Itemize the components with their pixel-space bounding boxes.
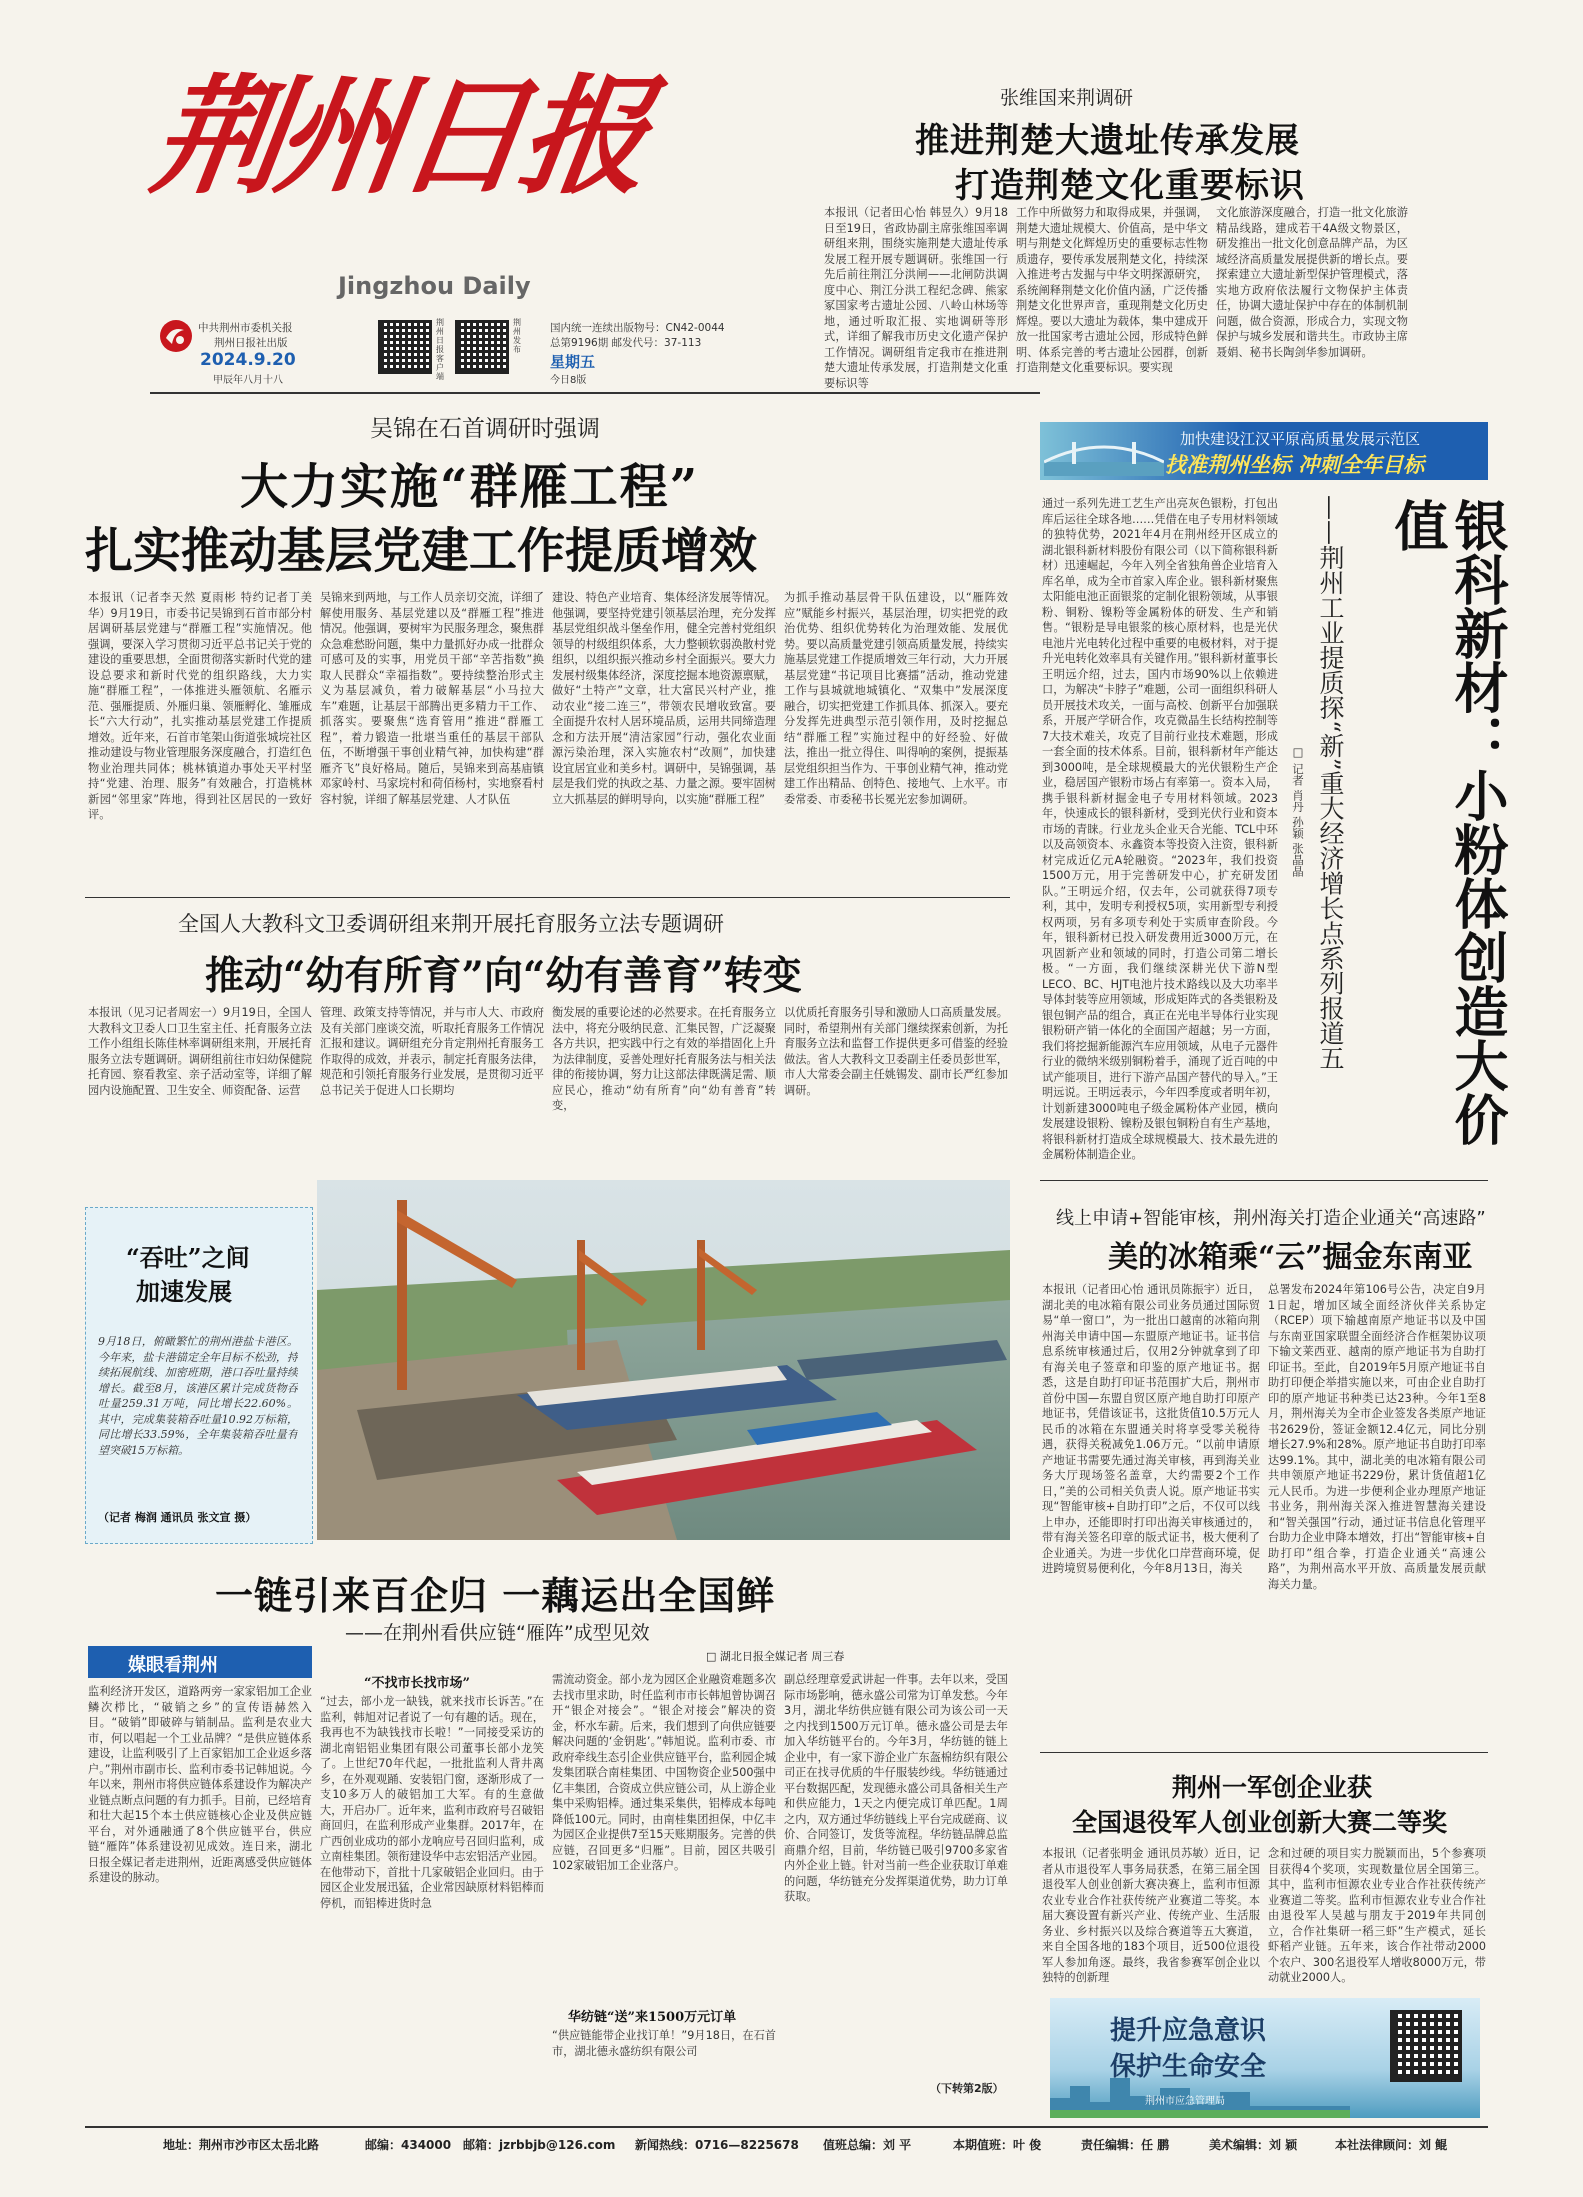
qr-label-wechat: 荆州发布	[513, 318, 521, 354]
top-story-title-1: 推进荆楚大遗址传承发展	[915, 121, 1300, 161]
port-photo-image	[317, 1180, 1010, 1540]
page-count: 今日8版	[550, 375, 587, 386]
photo-box-title-2: 加速发展	[136, 1277, 232, 1306]
veteran-title-1: 荆州一军创企业获	[1172, 1773, 1373, 1802]
lead-story-col-4: 为抓手推动基层骨干队伍建设，以“雁阵效应”赋能乡村振兴，基层治理，切实把党的政治优势、组织优势转化为治理效能、发展优势。要以高质量党建引领高质量发展，持续实施基层党建工作提质增效三年行动，大力开展基层党建“书记项目比赛擂”活动，推动党建工作与县城就地城镇化、“双集中”发展深度融合，切实把党建工作抓具体、抓深入。要充分发挥先进典型示范引领作用，及时挖掘总结“群雁工程”实施过程中的好经验、好做法，推出一批立得住、叫得响的案例，提振基层党组织担当作为、干事创业精气神，推动党建工作出精品、创特色、接地气、上水平。市委常委、市委秘书长冕光宏参加调研。	[784, 591, 1008, 806]
supply-chain-title: 一链引来百企归 一藕运出全国鲜	[215, 1573, 776, 1618]
childcare-col-4: 以优质托育服务引导和激励人口高质量发展。同时，希望荆州有关部门继续探索创新，为托育服务立法和监督工作提供更多可借鉴的经验做法。省人大教科文卫委副主任委员彭世军，市人大常委会副主任姚锡发、副市长严红参加调研。	[784, 1006, 1008, 1097]
childcare-col-3: 衡发展的重要论述的必然要求。在托育服务立法中，将充分吸纳民意、汇集民智，广泛凝聚各方共识，把实践中行之有效的举措固化上升为法律制度，妥善处理好托育服务法与相关法律的衔接协调，努力让这部法律既满足需、顺应民心，推动“幼有所育”向“幼有善育”转变，	[552, 1006, 776, 1112]
childcare-kicker: 全国人大教科文卫委调研组来荆开展托育服务立法专题调研	[178, 912, 724, 936]
top-story-title-2: 打造荆楚文化重要标识	[955, 166, 1305, 206]
cn-number: 国内统一连续出版物号：CN42-0044	[550, 322, 725, 334]
footer-address: 地址：荆州市沙市区太岳北路	[163, 2138, 320, 2152]
top-story-kicker: 张维国来荆调研	[1000, 87, 1134, 109]
sponsor-line-1: 中共荆州市委机关报	[198, 322, 293, 334]
banner-line-1: 加快建设江汉平原高质量发展示范区	[1180, 430, 1421, 448]
customs-kicker: 线上申请+智能审核，荆州海关打造企业通关“高速路”	[1056, 1208, 1486, 1229]
jump-line: （下转第2版）	[930, 2082, 1004, 2095]
supply-chain-subtitle: ——在荆州看供应链“雁阵”成型见效	[345, 1622, 650, 1644]
footer-divider	[85, 2126, 1488, 2128]
photo-box-credit: （记者 梅润 通讯员 张文宣 摄）	[98, 1511, 257, 1524]
top-story-col-3: 文化旅游深度融合，打造一批文化旅游精品线路，建成若干4A级文物景区，研发推出一批文化创意品牌产品，为区域经济高质量发展提供新的增长点。要探索建立大遗址新型保护管理模式，落实地方政府依法履行文物保护主体责任，协调大遗址保护中存在的体制机制问题，做合资源，形成合力，实现文物保护与城乡发展和谐共生。市政协主席聂娟、秘书长陶剑华参加调研。	[1216, 206, 1408, 359]
supply-chain-col-3: 需流动资金。部小龙为园区企业融资难题多次去找市里求助，时任监利市市长韩旭曾协调召开“银企对接会”。“银企对接会”解决的资金，杯水车薪。后来，我们想到了向供应链要解决问题的‘金钥匙’。”韩旭说。监利市委、市政府牵线生态引企业供应链平台，监利园企城发集团联合南桂集团、中国物资企业500强中亿丰集团，合资成立供应链公司，从上游企业集中采购铝棒。通过集采集供，铝棒成本每吨降低100元。同时，由南桂集团担保，中亿丰为园区企业提供7至15天账期服务。完善的供应链，召回更多“归雁”。目前，园区共吸引102家破铝加工企业落户。	[552, 1673, 776, 1872]
customs-col-2: 总署发布2024年第106号公告，决定自9月1日起，增加区域全面经济伙伴关系协定（RCEP）项下输越南原产地证书以及中国与东南亚国家联盟全面经济合作框架协议项下输文莱西亚、越南的原产地证书为自助打印证书。至此，自2019年5月原产地证书自助打印便企举措实施以来，可由企业自助打印的原产地证书种类已达23种。今年1至8月，荆州海关为全市企业签发各类原产地证书2629份，签证金额12.4亿元，同比分别增长27.9%和28%。原产地证书自助打印率达99.1%。其中，湖北美的电冰箱有限公司共申领原产地证书229份，累计货值超1亿元人民币。为进一步便利企业办理原产地证书业务，荆州海关深入推进智慧海关建设和“智关强国”行动，通过证书信息化管理平台助力企业申降本增效，打出“智能审核+自助打印”组合拳，打造企业通关“高速公路”，为荆州高水平开放、高质量发展贡献海关力量。	[1268, 1283, 1486, 1591]
photo-box-text: 9月18日，俯瞰繁忙的荆州港盐卡港区。今年来，盐卡港锚定全年目标不松劲，持续拓展航线、加密班期，港口吞吐量持续增长。截至8月，该港区累计完成货物吞吐量259.31万吨，同比增长22.60%。其中，完成集装箱吞吐量10.92万标箱，同比增长33.59%，全年集装箱吞吐量有望突破15万标箱。	[98, 1335, 298, 1457]
photo-box-title-1: “吞吐”之间	[126, 1243, 250, 1272]
childcare-title: 推动“幼有所育”向“幼有善育”转变	[205, 953, 802, 999]
customs-title: 美的冰箱乘“云”掘金东南亚	[1108, 1240, 1473, 1275]
footer-editor: 责任编辑：任 鹏	[1081, 2138, 1170, 2152]
customs-col-1: 本报讯（记者田心怡 通讯员陈振宇）近日，湖北美的电冰箱有限公司业务员通过国际贸易“单一窗口”，为一批出口越南的冰箱向荆州海关申请中国—东盟原产地证书。证书信息系统审核通过后，仅用2分钟就拿到了印有海关电子签章和印鉴的原产地证书。据悉，这是自助打印证书范围扩大后，荆州市首份中国—东盟自贸区原产地自助打印原产地证书，凭借该证书，这批货值10.5万元人民币的冰箱在东盟通关时将享受零关税待遇，获得关税减免1.06万元。“以前申请原产地证书需要先通过海关审核，再到海关业务大厅现场签名盖章，大约需要2个工作日，”美的公司相关负责人说。原产地证书实现“智能审核+自助打印”之后，不仅可以线上申办，还能即时打印出海关审核通过的，带有海关签名印章的版式证书，极大便利了企业通关。为进一步优化口岸营商环境，促进跨境贸易便利化，今年8月13日，海关	[1042, 1283, 1260, 1575]
photo-caption-box	[85, 1207, 313, 1544]
lead-story-kicker: 吴锦在石首调研时强调	[370, 416, 600, 442]
footer-legal-advisor: 本社法律顾问：刘 鲲	[1335, 2138, 1448, 2152]
silver-story-title: 银科新材：小粉体创造大价值	[1386, 498, 1510, 1146]
top-story-col-2: 工作中所做努力和取得成果，并强调，荆楚大遗址规模大、价值高，是中华文明与荆楚文化辉煌历史的重要标志性物质遗存，要传承发展荆楚文化，持续深入推进考古发掘与中华文明探源研究，系统阐释荆楚文化价值内涵，广泛传播荆楚文化世界声音，重现荆楚文化历史辉煌。要以大遗址为载体，集中建成开放一批国家考古遗址公园，形成特色鲜明、体系完善的考古遗址公园群，创新打造荆楚文化重要标识。要实现	[1016, 206, 1208, 374]
ad-qr-code	[1390, 2010, 1462, 2082]
lead-story-col-1: 本报讯（记者李天然 夏雨彬 特约记者丁美华）9月19日，市委书记吴锦到石首市部分村居调研基层党建与“群雁工程”实施情况。他强调，要深入学习贯彻习近平总书记关于党的建设的重要思想，全面贯彻落实新时代党的建设总要求和新时代党的组织路线，大力实施“群雁工程”，一体推进头雁领航、名雁示范、强雁提质、外雁归巢、领雁孵化、雏雁成长“六大行动”，扎实推动基层党建工作提质增效。近年来，石首市笔架山街道张城垸社区推动建设与物业管理服务深度融合，打造红色物业治理共同体；桃林镇道办事处天平村坚持“党建、治理、服务”有效融合，打造桃林新园“邻里家”阵地，得到社区居民的一致好评。	[88, 591, 312, 821]
supply-chain-subhead-1: “不找市长找市场”	[364, 1676, 470, 1691]
veteran-title-2: 全国退役军人创业创新大赛二等奖	[1072, 1808, 1448, 1837]
banner-bridge-icon	[1044, 432, 1164, 476]
supply-chain-byline: □ 湖北日报全媒记者 周三春	[706, 1650, 845, 1663]
lead-story-col-3: 建设、特色产业培育、集体经济发展等情况。他强调，要坚持党建引领基层治理，充分发挥基层党组织战斗堡垒作用，健全完善村党组织领导的村级组织体系，大力整顿软弱涣散村党组织，以组织振兴推动乡村全面振兴。要大力发展村级集体经济，深度挖掘本地资源禀赋，做好“土特产”文章，壮大富民兴村产业，推动农业“接二连三”，带领农民增收致富。要全面提升农村人居环境品质，运用共同缔造理念和方法开展“清洁家园”行动，强化农业面源污染治理，深入实施农村“改厕”，加快建设宜居宜业和美乡村。调研中，吴锦强调，基层是我们党的执政之基、力量之源。要牢固树立大抓基层的鲜明导向，以实施“群雁工程”	[552, 591, 776, 806]
footer-email: 邮箱：jzrbbjb@126.com	[463, 2138, 616, 2152]
ad-org: 荆州市应急管理局	[1145, 2096, 1225, 2107]
issue-date: 2024.9.20	[200, 350, 296, 370]
footer-art-editor: 美术编辑：刘 颖	[1209, 2138, 1298, 2152]
section-label-box	[88, 1646, 312, 1678]
supply-chain-col-2: “过去，部小龙一缺钱，就来找市长诉苦。”在监利，韩旭对记者说了一句有趣的话。现在，我再也不为缺钱找市长啦！”一同接受采访的湖北南铝铝业集团有限公司董事长部小龙笑了。上世纪70年代起，一批批监利人背井离乡，在外观观踊、安装铝门窗，逐渐形成了一支10多万人的破铝加工大军。有的生意做大，开启办厂。近年来，监利市政府号召破铝商回归，在监利形成产业集群。2017年，在广西创业成功的部小龙响应号召回归监利，成立南桂集团。领衔建设华中志宏铝活产业园。在他带动下，首批十几家破铝企业回归。由于园区企业发展迅猛，企业常因缺原材料铝棒而停机，而铝棒进货时急	[320, 1695, 544, 1910]
qr-label-app: 荆州日报客户端	[436, 318, 444, 381]
childcare-col-1: 本报讯（见习记者周宏一）9月19日，全国人大教科文卫委人口卫生室主任、托育服务立法工作小组组长陈佳林率调研组来荆，开展托育服务立法专题调研。调研组前往市妇幼保健院托育园、察看教室、亲子活动室等，详细了解园内设施配置、卫生安全、师资配备、运营	[88, 1006, 312, 1097]
silver-story-byline: □ 记者 肖丹 孙颖 张晶晶	[1291, 745, 1305, 878]
theme-banner	[1040, 422, 1488, 480]
footer-chief-editor: 值班总编：刘 平	[823, 2138, 912, 2152]
divider-right-1	[1040, 1180, 1488, 1181]
top-story-col-1: 本报讯（记者田心怡 韩昱久）9月18日至19日，省政协副主席张维国率调研组来荆，围绕实施荆楚大遗址传承发展工程开展专题调研。张维国一行先后前往荆江分洪闸——北闸防洪调度中心、荆江分洪工程纪念碑、熊家冢国家考古遗址公园、八岭山林场等地，通过听取汇报、实地调研等形式，详细了解我市历史文化遗产保护工作情况。调研组肯定我市在推进荆楚大遗址传承发展，打造荆楚文化重要标识等	[824, 206, 1008, 390]
footer-hotline: 新闻热线：0716—8225678	[635, 2138, 799, 2152]
lead-story-title-2: 扎实推动基层党建工作提质增效	[85, 523, 758, 579]
supply-chain-col-4: 副总经理章爱武讲起一件事。去年以来，受国际市场影响，德永盛公司常为订单发愁。今年3月，湖北华纺供应链有限公司为该公司一天之内找到1500万元订单。德永盛公司是去年加入华纺链平台的。今年3月，华纺链的链上企业中，有一家下游企业广东盔棉纺织有限公司正在找寻优质的牛仔服装纱线。华纺链通过平台数据匹配，发现德永盛公司具备相关生产和供应能力，1天之内便完成订单匹配。1周之内，双方通过华纺链线上平台完成磋商、议价、合同签订，发货等流程。华纺链品牌总监商鼎介绍，目前，华纺链已吸引9700多家省内外企业上链。针对当前一些企业获取订单难的问题，华纺链充分发挥渠道优势，助力订单获取。	[784, 1673, 1008, 1903]
port-photo	[317, 1180, 1010, 1540]
veteran-col-1: 本报讯（记者张明金 通讯员苏敏）近日，记者从市退役军人事务局获悉，在第三届全国退役军人创业创新大赛决赛上，监利市恒源农业专业合作社获传统产业赛道二等奖。本届大赛设置有新兴产业、传统产业、生活服务业、乡村振兴以及综合赛道等五大赛道，来自全国各地的183个项目，近500位退役军人参加角逐。最终，我省参赛军创企业以独特的创新理	[1042, 1847, 1260, 1984]
divider-lead	[85, 897, 1010, 898]
masthead-logo-text: 荆州日报	[144, 62, 654, 212]
weekday: 星期五	[550, 353, 596, 371]
qr-code-wechat	[455, 320, 509, 374]
lunar-date: 甲辰年八月十八	[213, 375, 283, 386]
issue-number: 总第9196期 邮发代号：37-113	[550, 337, 702, 349]
footer-postcode: 邮编：434000	[365, 2138, 452, 2152]
footer-duty-editor: 本期值班：叶 俊	[953, 2138, 1042, 2152]
ad-line-2: 保护生命安全	[1110, 2052, 1267, 2082]
lead-story-title-1: 大力实施“群雁工程”	[240, 459, 700, 515]
section-label: 媒眼看荆州	[128, 1655, 218, 1676]
emergency-ad	[1050, 1998, 1480, 2118]
masthead-divider	[150, 392, 1040, 394]
banner-line-2: 找准荆州坐标 冲刺全年目标	[1165, 452, 1425, 477]
masthead-logo	[144, 62, 654, 222]
ad-line-1: 提升应急意识	[1110, 2016, 1267, 2046]
supply-chain-subhead-2: 华纺链“送”来1500万元订单	[568, 2010, 737, 2025]
qr-code-app	[378, 320, 432, 374]
supply-chain-col-1: 监利经济开发区，道路两旁一家家铝加工企业鳞次栉比，“破销之乡”的宣传语赫然入目。“破销”即破碎与销制品。监利是农业大市，何以唱起一个工业品牌？“是供应链体系建设，让监利吸引了上百家铝加工企业返乡落户。”荆州市副市长、监利市委书记韩旭说。今年以来，荆州市将供应链体系建设作为解决产业链点断点问题的有力抓手。目前，已经培育和壮大起15个本土供应链核心企业及供应链平台，对外通融通了8个供应链平台，供应链“雁阵”体系建设初见成效。连日来，湖北日报全媒记者走进荆州，近距离感受供应链体系建设的脉动。	[88, 1685, 312, 1884]
newspaper-emblem-icon	[158, 318, 194, 354]
divider-right-2	[1040, 1752, 1488, 1753]
lead-story-col-2: 吴锦来到两地，与工作人员亲切交流，详细了解使用服务、基层党建以及“群雁工程”推进情况。他强调，要树牢为民服务理念，聚焦群众急难愁盼问题，集中力量抓好办成一批群众可感可及的实事，用党员干部“辛苦指数”换取人民群众“幸福指数”。要持续整治形式主义为基层减负，着力破解基层“小马拉大车”难题，让基层干部腾出更多精力干工作、抓落实。要聚焦“选育管用”推进“群雁工程”，着力锻造一批堪当重任的基层干部队伍，不断增强干事创业精气神，加快构建“群雁齐飞”良好格局。随后，吴锦来到高基庙镇邓家岭村、马家垸村和荷佰杨村，实地察看村容村貌，详细了解基层党建、人才队伍	[320, 591, 544, 806]
childcare-col-2: 管理、政策支持等情况，并与市人大、市政府及有关部门座谈交流，听取托育服务工作情况汇报和建议。调研组充分肯定荆州托育服务工作取得的成效，并表示，制定托育服务法律，规范和引领托育服务行业发展，是贯彻习近平总书记关于促进人口长期均	[320, 1006, 544, 1097]
sponsor-line-2: 荆州日报社出版	[214, 337, 288, 349]
silver-story-series: ——荆州工业提质探“新”重大经济增长点系列报道五	[1316, 495, 1345, 1071]
silver-story-body: 通过一系列先进工艺生产出亮灰色银粉，打包出库后运往全球各地……凭借在电子专用材料领域的独特优势，2021年4月在荆州经开区成立的湖北银科新材料股份有限公司（以下简称银科新材）迅速崛起，今年入列全省独角兽企业培育入库名单，成为全市首家入库企业。银科新材聚焦太阳能电池正面银浆的定制化银粉领域，从事银粉、铜粉、镍粉等金属粉体的研发、生产和销售。“银粉是导电银浆的核心原材料，也是光伏电池片光电转化过程中重要的电极材料，对于提升光电转化效率具有关键作用。”银科新材董事长王明远介绍，过去，国内市场90%以上依赖进口，为解决“卡脖子”难题，公司一面组织科研人员开展技术攻关，一面与高校、创新平台加强联系，开展产学研合作，攻克微晶生长结构控制等7大技术难关，攻克了目前行业技术难题，形成一套全面的技术体系。目前，银科新材年产能达到3000吨，是全球规模最大的光伏银粉生产企业，稳居国产银粉市场占有率第一。资本入局，携手银科新材掘金电子专用材料领域。2023年，快速成长的银科新材，受到光伏行业和资本市场的青睐。行业龙头企业天合光能、TCL中环以及高领资本、永鑫资本等投资入注资，银科新材完成近亿元A轮融资。“2023年，我们投资1500万元，用于完善研发中心，扩充研发团队。”王明远介绍，仅去年，公司就获得7项专利，其中，发明专利授权5项，实用新型专利授权两项，另有多项专利处于实质审查阶段。今年，银科新材已投入研发费用近3000万元，在巩固新产业和领域的同时，打造公司第二增长极。“一方面，我们继续深耕光伏下游N型LECO、BC、HJT电池片技术路线以及大功率半导体封装等应用领域，形成矩阵式的各类银粉及银包铜产品的组合，真正在光电半导体行业实现银粉研产销一体化的全面国产超越；另一方面，我们将挖掘新能源汽车应用领域，从电子元器件行业的微纳米级别铜粉着手，涌现了近百吨的中试产能项目，进行下游产品国产替代的导入。”王明远说。王明远表示，今年四季度或者明年初，计划新建3000吨电子级金属粉体产业园，横向发展建设银粉、镍粉及银包铜粉自有生产基地，将银科新材打造成全球规模最大、技术最先进的金属粉体制造企业。	[1042, 497, 1278, 1161]
supply-chain-col-3b: “供应链能带企业找订单！”9月18日，在石首市，湖北德永盛纺织有限公司	[552, 2029, 776, 2058]
veteran-col-2: 念和过硬的项目实力脱颖而出，5个参赛项目获得4个奖项，实现数量位居全国第三。其中，监利市恒源农业专业合作社获传统产业赛道二等奖。监利市恒源农业专业合作社由退役军人吴越与朋友于2019年共同创立，合作社集研一稻三虾”生产模式，延长虾稻产业链。五年来，该合作社带动2000个农户、300名退役军人增收8000万元，带动就业2000人。	[1268, 1847, 1486, 1984]
masthead-logo-en: Jingzhou Daily	[338, 272, 531, 300]
